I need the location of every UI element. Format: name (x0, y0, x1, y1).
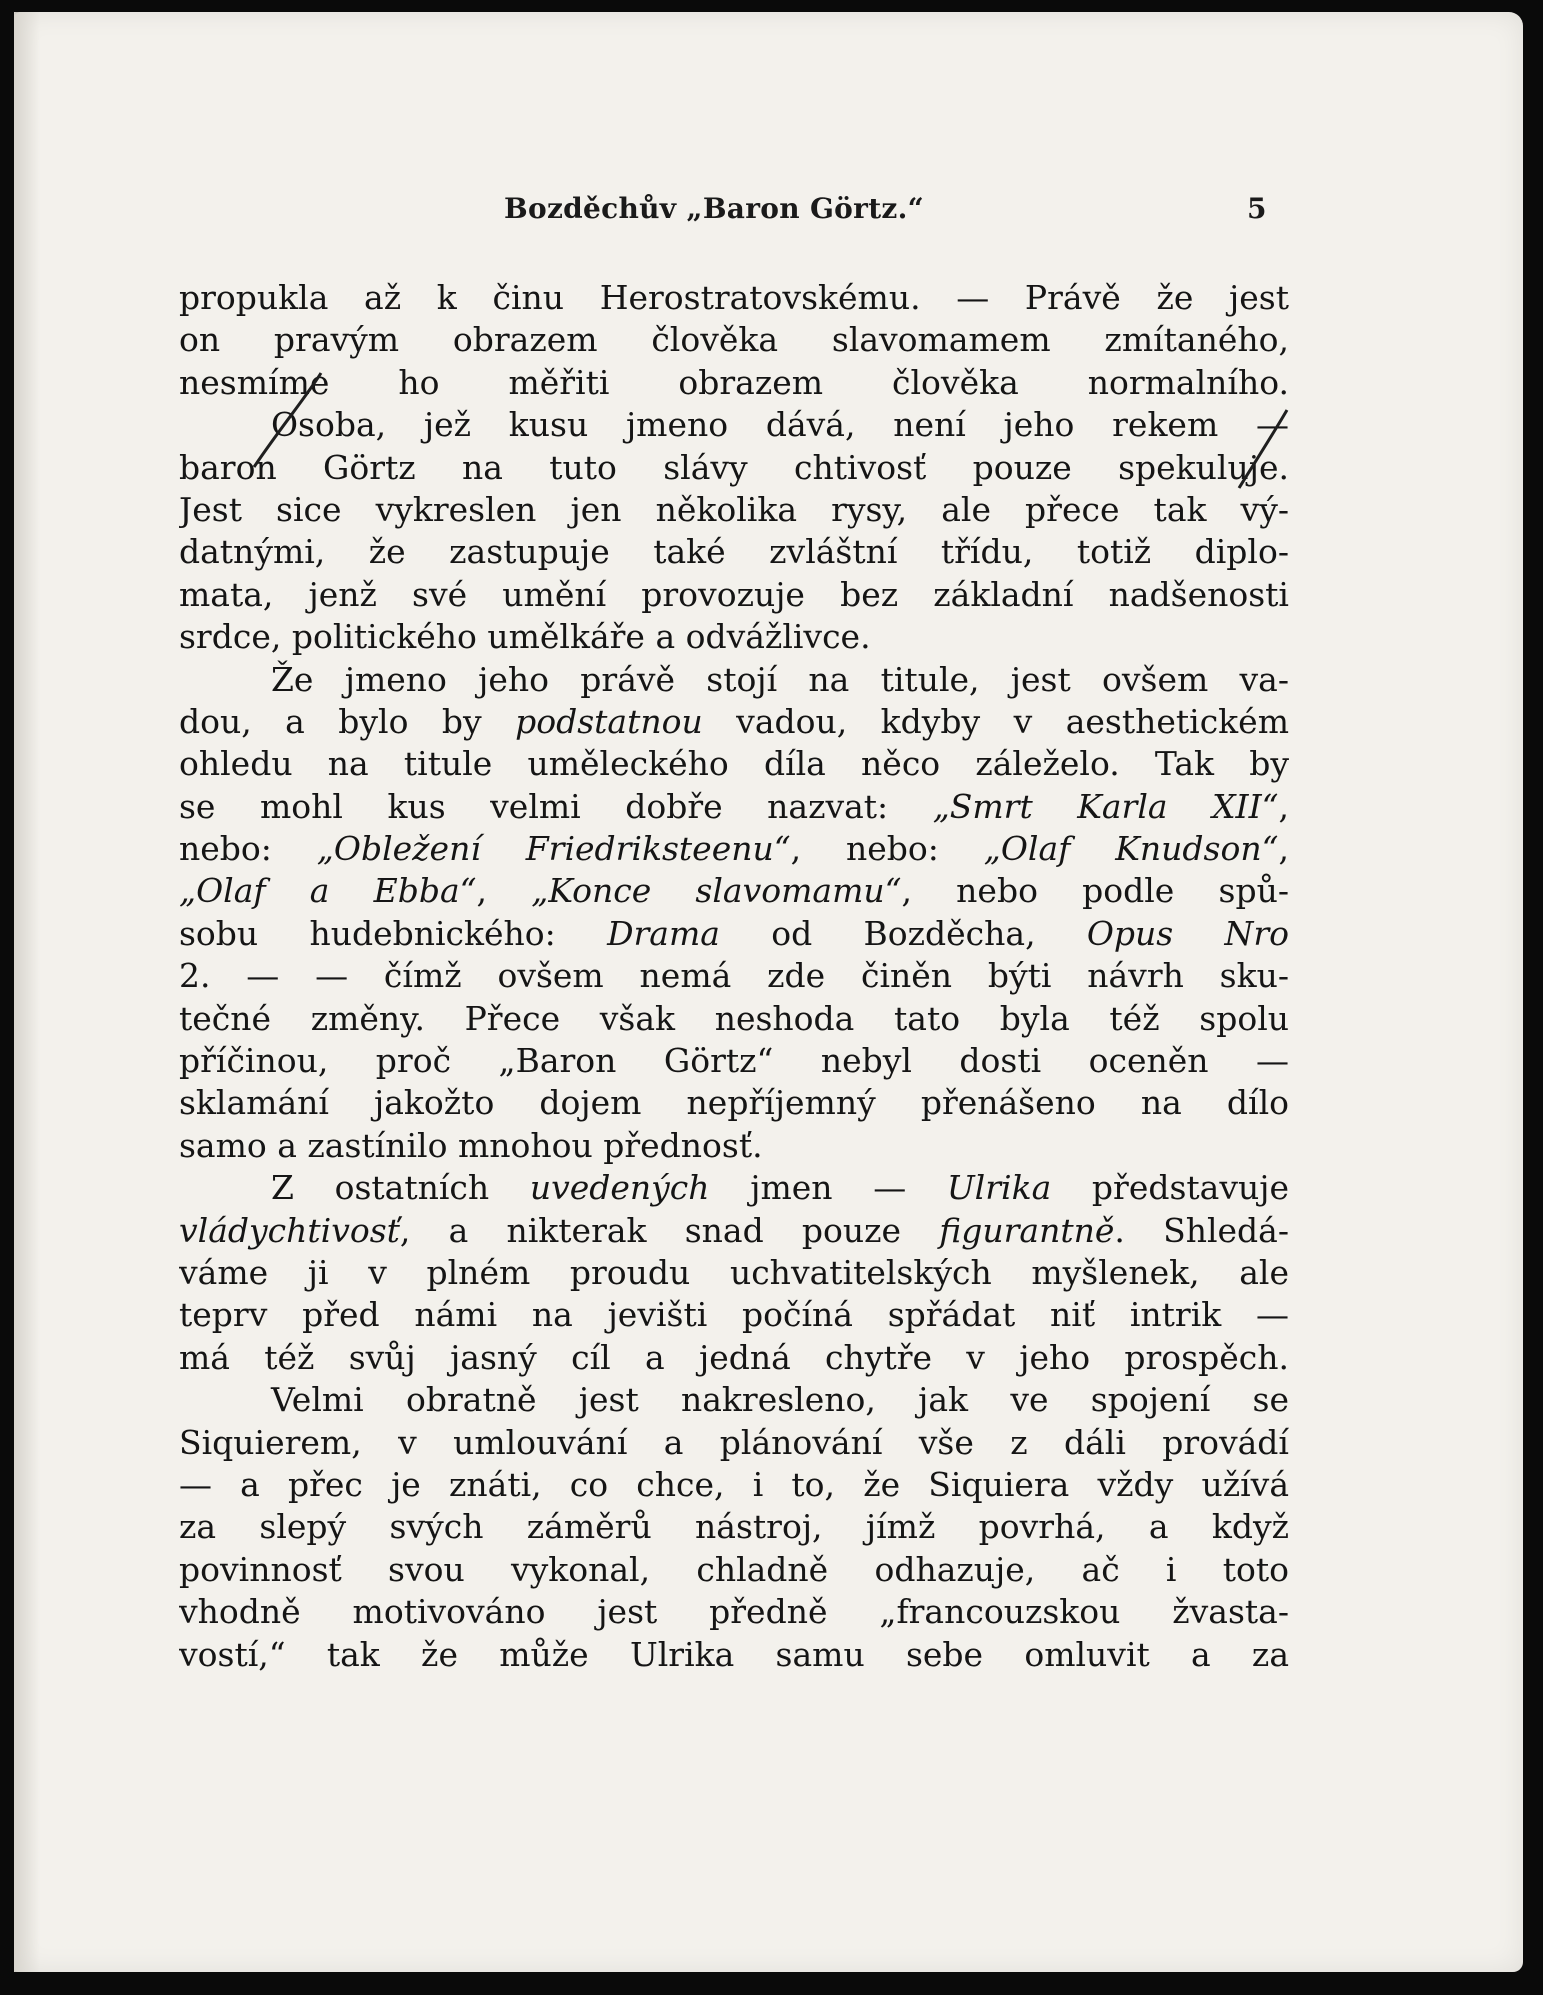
italic-segment: „Konce slavomamu“ (531, 871, 902, 911)
text-segment: nebo: (179, 829, 317, 869)
page-number: 5 (1247, 192, 1267, 225)
italic-segment: „Olaf Knudson“ (983, 829, 1279, 869)
text-line: mata, jenž své umění provozuje bez základní nadšenosti (179, 574, 1289, 614)
body-text (179, 277, 1289, 1676)
text-line: — a přec je znáti, co chce, i to, že Siquiera vždy užívá (179, 1464, 1289, 1504)
text-line: Že jmeno jeho právě stojí na titule, jest ovšem va- (271, 659, 1289, 699)
text-line: Velmi obratně jest nakresleno, jak ve spojení se (271, 1380, 1289, 1420)
italic-segment: figurantně (939, 1210, 1115, 1250)
text-segment: Z ostatních (271, 1168, 530, 1208)
text-line: baron Görtz na tuto slávy chtivosť pouze spekuluje. (179, 447, 1289, 487)
text-line (179, 786, 1289, 828)
text-segment: . Shledá- (1114, 1210, 1289, 1250)
running-head (14, 184, 1523, 234)
text-line: Osoba, jež kusu jmeno dává, není jeho rekem — (271, 405, 1289, 445)
text-line (179, 1210, 1289, 1252)
text-line: vostí,“ tak že může Ulrika samu sebe omluvit a za (179, 1634, 1289, 1674)
italic-segment: Opus Nro (1086, 913, 1289, 953)
text-line (179, 870, 1289, 912)
text-line: on pravým obrazem člověka slavomamem zmítaného, (179, 320, 1289, 360)
text-segment: vadou, kdyby v aesthetickém (702, 701, 1289, 741)
italic-segment: „Olaf a Ebba“ (179, 871, 477, 911)
italic-segment: podstatnou (515, 701, 703, 741)
text-line: povinnosť svou vykonal, chladně odhazuje, ač i toto (179, 1549, 1289, 1589)
text-segment: sobu hudebnického: (179, 913, 608, 953)
text-line: Siquierem, v umlouvání a plánování vše z dáli provádí (179, 1422, 1289, 1462)
text-line: teprv před námi na jevišti počíná spřádat niť intrik — (179, 1295, 1289, 1335)
text-line: příčinou, proč „Baron Görtz“ nebyl dosti oceněn — (179, 1041, 1289, 1081)
text-segment: představuje (1051, 1168, 1289, 1208)
text-segment: , nebo: (790, 829, 984, 869)
italic-segment: „Obležení Friedriksteenu“ (316, 829, 791, 869)
text-line (179, 828, 1289, 870)
book-page (14, 12, 1523, 1972)
text-segment: jmen — (709, 1168, 947, 1208)
text-line: samo a zastínilo mnohou přednosť. (179, 1125, 763, 1165)
italic-segment: uvedených (529, 1168, 710, 1208)
text-segment: od Bozděcha, (719, 913, 1087, 953)
text-line: za slepý svých záměrů nástroj, jímž povrhá, a když (179, 1507, 1289, 1547)
text-line: 2. — — čímž ovšem nemá zde činěn býti návrh sku- (179, 956, 1289, 996)
text-line: má též svůj jasný cíl a jedná chytře v jeho prospěch. (179, 1337, 1289, 1377)
text-line: vhodně motivováno jest předně „francouzskou žvasta- (179, 1592, 1289, 1632)
text-line: datnými, že zastupuje také zvláštní třídu, totiž diplo- (179, 532, 1289, 572)
italic-segment: Ulrika (946, 1168, 1052, 1208)
text-segment: , (1278, 829, 1289, 869)
text-line: sklamání jakožto dojem nepříjemný přenášeno na dílo (179, 1083, 1289, 1123)
text-line: nesmíme ho měřiti obrazem člověka normalního. (179, 362, 1289, 402)
text-line: tečné změny. Přece však neshoda tato byla též spolu (179, 998, 1289, 1038)
text-line: váme ji v plném proudu uchvatitelských myšlenek, ale (179, 1252, 1289, 1292)
italic-segment: Drama (607, 913, 720, 953)
text-line: propukla až k činu Herostratovskému. — Právě že jest (179, 278, 1289, 317)
text-segment: , a nikterak snad pouze (399, 1210, 940, 1250)
text-line: ohledu na titule uměleckého díla něco záleželo. Tak by (179, 744, 1289, 784)
text-line (179, 701, 1289, 743)
text-segment: , (1278, 786, 1289, 826)
text-segment: , (476, 871, 532, 911)
text-segment: , nebo podle spů- (901, 871, 1289, 911)
text-line: srdce, politického umělkáře a odvážlivce. (179, 617, 871, 657)
text-line (179, 913, 1289, 955)
text-segment: dou, a bylo by (179, 701, 516, 741)
italic-segment: „Smrt Karla XII“ (932, 786, 1279, 826)
text-line: Jest sice vykreslen jen několika rysy, ale přece tak vý- (179, 489, 1289, 529)
italic-segment: vládychtivosť (179, 1210, 400, 1250)
text-line (179, 1167, 1289, 1209)
text-segment: se mohl kus velmi dobře nazvat: (179, 786, 933, 826)
running-title: Bozděchův „Baron Görtz.“ (504, 192, 925, 225)
